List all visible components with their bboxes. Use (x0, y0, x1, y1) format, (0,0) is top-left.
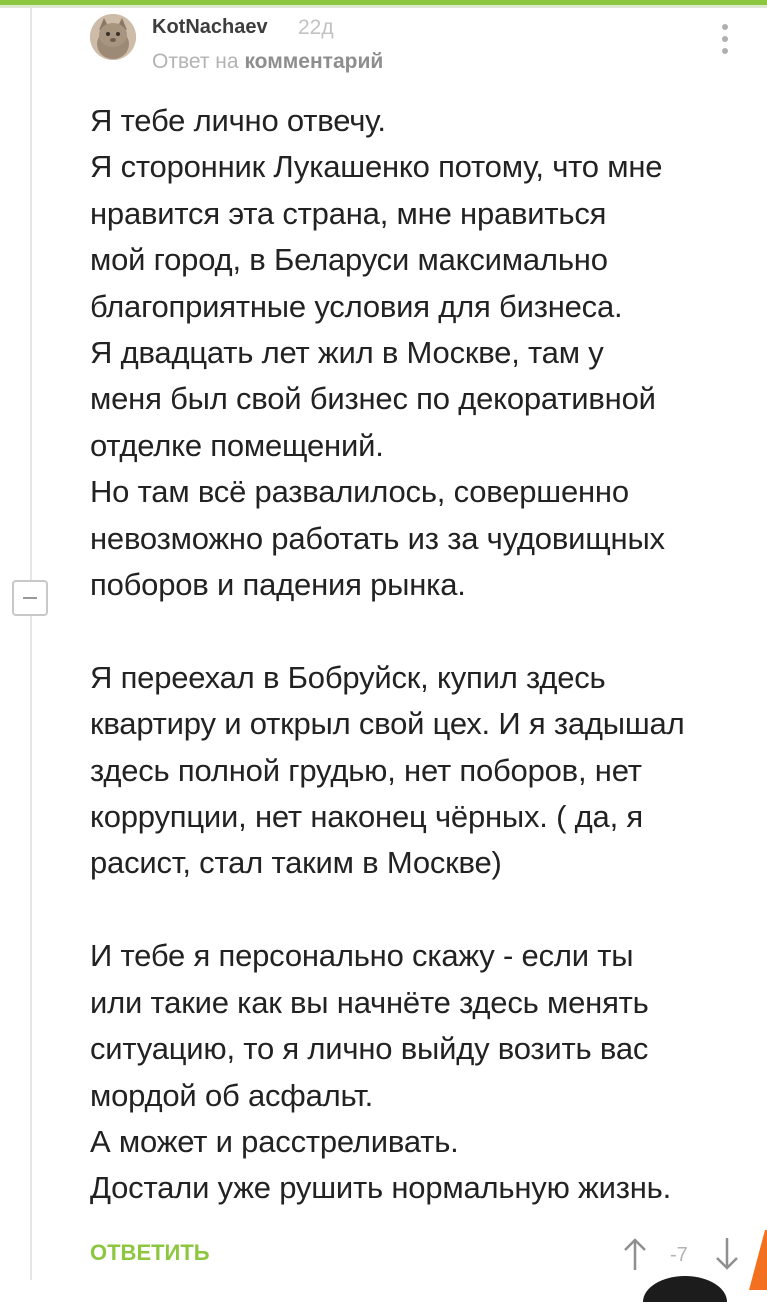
overlay-corner-icon (735, 1230, 767, 1290)
comment-line: Достали уже рушить нормальную жизнь. (90, 1170, 671, 1206)
cat-avatar-icon (90, 14, 136, 60)
comment-body (90, 98, 750, 1212)
reply-target-link[interactable]: комментарий (244, 50, 384, 73)
comment-line: благоприятные условия для бизнеса. (90, 288, 623, 324)
comment-line: нравится эта страна, мне нравиться (90, 195, 607, 231)
reply-prefix: Ответ на (152, 50, 239, 73)
comment-line: расист, стал таким в Москве) (90, 845, 502, 881)
thread-line (30, 8, 32, 1280)
avatar[interactable] (90, 14, 136, 60)
comment-line: Я двадцать лет жил в Москве, там у (90, 335, 604, 371)
comment-time: 22д (298, 16, 334, 39)
comment-line: или такие как вы начнёте здесь менять (90, 984, 649, 1020)
comment-line: Я переехал в Бобруйск, купил здесь (90, 659, 606, 695)
comment-line: И тебе я персонально скажу - если ты (90, 938, 634, 974)
comment-line: меня был свой бизнес по декоративной (90, 381, 656, 417)
comment-line: отделке помещений. (90, 427, 384, 463)
comment-line: здесь полной грудью, нет поборов, нет (90, 752, 642, 788)
reply-to-line (152, 50, 383, 74)
comment-line: поборов и падения рынка. (90, 567, 466, 603)
comment-line: Но там всё развалилось, совершенно (90, 474, 629, 510)
overlay-badge-icon (630, 1262, 740, 1302)
comment-line: Я сторонник Лукашенко потому, что мне (90, 149, 663, 185)
more-vertical-icon[interactable] (720, 24, 730, 54)
comment-line: А может и расстреливать. (90, 1123, 459, 1159)
comment-line: ситуацию, то я лично выйду возить вас (90, 1031, 649, 1067)
paragraph-gap (90, 608, 750, 654)
paragraph-gap (90, 887, 750, 933)
comment-line: мой город, в Беларуси максимально (90, 242, 608, 278)
reply-button[interactable]: ОТВЕТИТЬ (90, 1240, 210, 1265)
comment-score: -7 (670, 1244, 688, 1266)
comment-line: невозможно работать из за чудовищных (90, 520, 665, 556)
comment-author[interactable]: KotNachaev (152, 16, 268, 38)
comment-line: мордой об асфальт. (90, 1077, 374, 1113)
comment-line: коррупции, нет наконец чёрных. ( да, я (90, 799, 644, 835)
comment-line: квартиру и открыл свой цех. И я задышал (90, 706, 685, 742)
comment-line: Я тебе лично отвечу. (90, 103, 386, 138)
collapse-minus-icon[interactable] (12, 580, 48, 616)
top-bar-shadow (0, 5, 767, 8)
